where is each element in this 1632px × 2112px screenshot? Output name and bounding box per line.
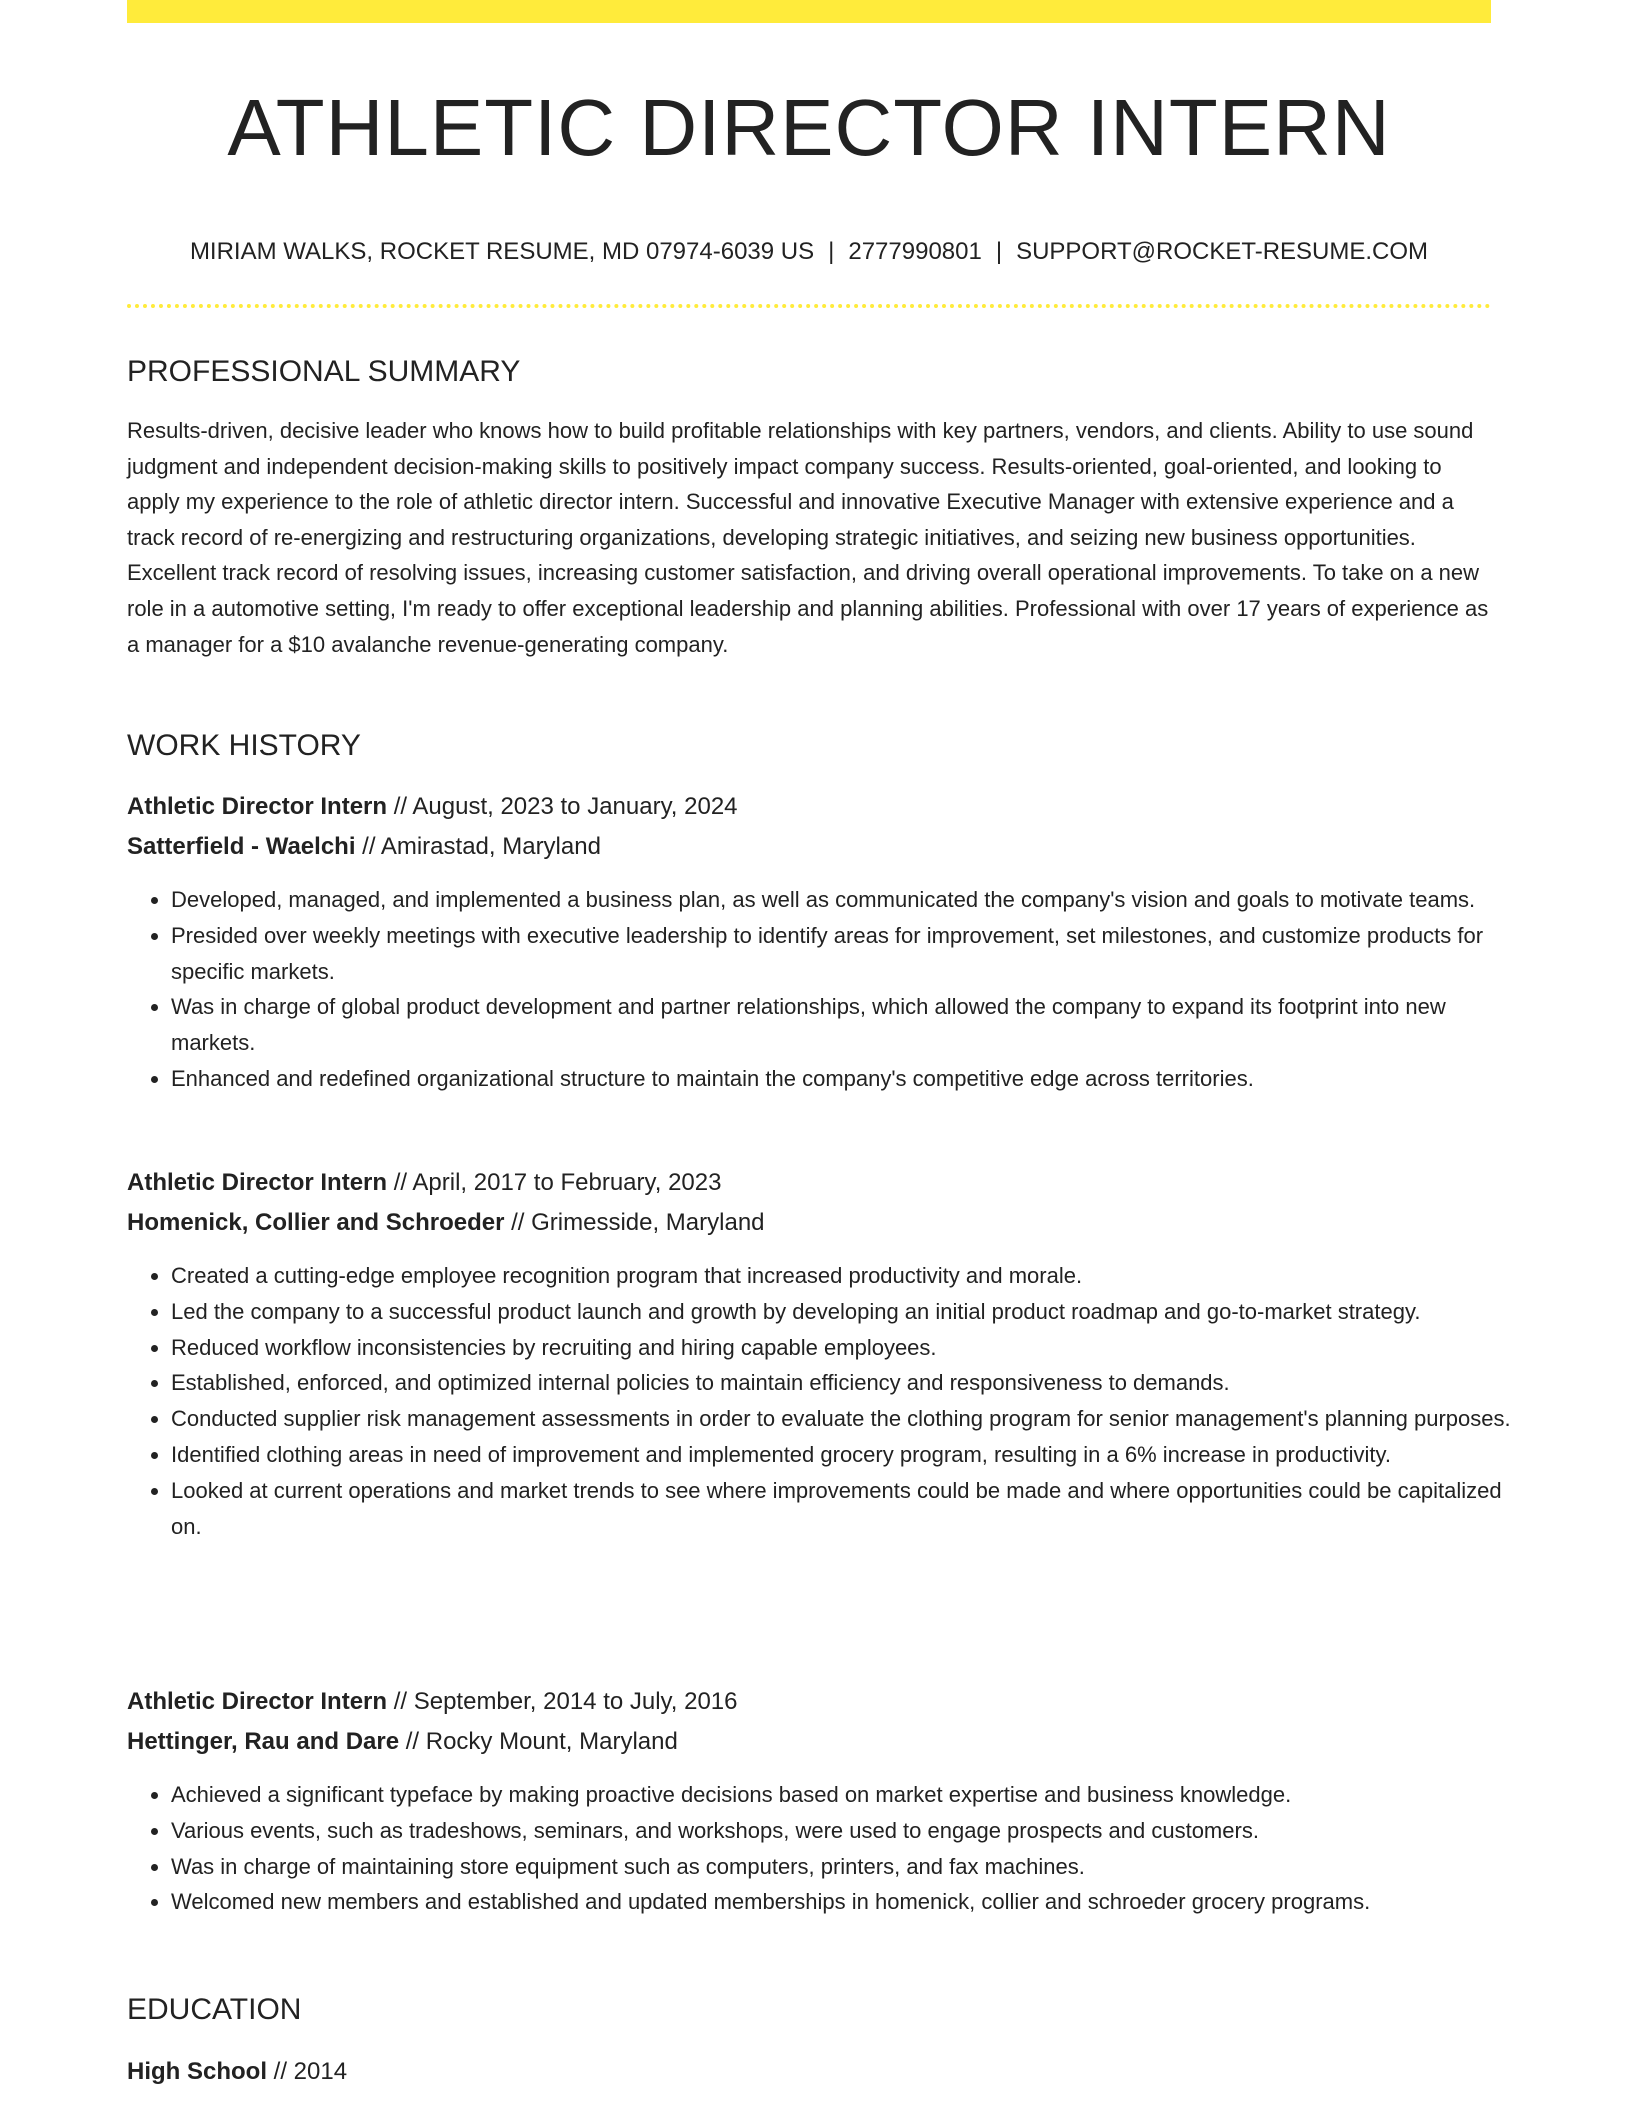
summary-heading: PROFESSIONAL SUMMARY [127, 355, 521, 388]
job-title: Athletic Director Intern [127, 1169, 388, 1196]
job-company-line [127, 1205, 765, 1241]
education-degree: High School [127, 2058, 267, 2085]
summary-text: Results-driven, decisive leader who knows how to build profitable relationships with key partners, vendors, and clients. Ability to use sound judgment and independent decision-making skills to positively impact company success. Results-oriented, goal-oriented, and looking to apply my experience to the role of athletic director intern. Successful and innovative Executive Manager with extensive experience and a track record of re-energizing and restructuring organizations, developing strategic initiatives, and seizing new business opportunities. Excellent track record of resolving issues, increasing customer satisfaction, and driving overall operational improvements. To take on a new role in a automotive setting, I'm ready to offer exceptional leadership and planning abilities. Professional with over 17 years of experience as a manager for a $10 avalanche revenue-generating company. [127, 418, 1489, 657]
job-dates: // September, 2014 to July, 2016 [393, 1688, 738, 1715]
job-dates: // August, 2023 to January, 2024 [393, 793, 738, 820]
job-title-line [127, 1165, 721, 1201]
job-title: Athletic Director Intern [127, 1688, 388, 1715]
job-title-line [127, 789, 738, 825]
list-item: • Reduced workflow inconsistencies by recruiting and hiring capable employees. [171, 1330, 1535, 1366]
list-item: • Was in charge of maintaining store equipment such as computers, printers, and fax machines. [171, 1849, 1535, 1885]
list-item: • Led the company to a successful product launch and growth by developing an initial product roadmap and go-to-market strategy. [171, 1294, 1535, 1330]
list-item: • Established, enforced, and optimized internal policies to maintain efficiency and responsiveness to demands. [171, 1365, 1535, 1401]
job-company: Homenick, Collier and Schroeder [127, 1209, 505, 1236]
list-item: • Enhanced and redefined organizational structure to maintain the company's competitive edge across territories. [171, 1061, 1535, 1097]
job-company-line [127, 829, 601, 865]
list-item: • Various events, such as tradeshows, seminars, and workshops, were used to engage prospects and customers. [171, 1813, 1535, 1849]
job-location: // Rocky Mount, Maryland [405, 1728, 678, 1755]
list-item: • Created a cutting-edge employee recognition program that increased productivity and morale. [171, 1258, 1535, 1294]
job-company-line [127, 1724, 678, 1760]
list-item: • Presided over weekly meetings with executive leadership to identify areas for improvement, set milestones, and customize products for specific markets. [171, 918, 1535, 990]
contact-address: MIRIAM WALKS, ROCKET RESUME, MD 07974-6039 US [189, 238, 815, 265]
list-item: • Was in charge of global product development and partner relationships, which allowed the company to expand its footprint into new markets. [171, 989, 1535, 1061]
list-item: • Looked at current operations and market trends to see where improvements could be made and where opportunities could be capitalized on. [171, 1473, 1535, 1545]
job-bullets [127, 1777, 1535, 1920]
job-title: Athletic Director Intern [127, 793, 388, 820]
list-item: • Achieved a significant typeface by making proactive decisions based on market expertise and business knowledge. [171, 1777, 1535, 1813]
contact-separator: | [828, 238, 835, 265]
job-title-line [127, 1684, 738, 1720]
education-heading: EDUCATION [127, 1993, 302, 2026]
job-company: Hettinger, Rau and Dare [127, 1728, 400, 1755]
job-bullets [127, 1258, 1535, 1544]
contact-phone: 2777990801 [848, 238, 982, 265]
dotted-divider [127, 304, 1491, 308]
education-item [127, 2054, 347, 2090]
contact-line [127, 236, 1491, 268]
job-company: Satterfield - Waelchi [127, 833, 356, 860]
accent-bar [127, 0, 1491, 23]
list-item: • Developed, managed, and implemented a business plan, as well as communicated the company's vision and goals to motivate teams. [171, 882, 1535, 918]
contact-separator: | [995, 238, 1003, 265]
contact-email: SUPPORT@ROCKET-RESUME.COM [1016, 238, 1429, 265]
list-item: • Conducted supplier risk management assessments in order to evaluate the clothing program for senior management's planning purposes. [171, 1401, 1535, 1437]
education-year: // 2014 [273, 2058, 348, 2085]
job-bullets [127, 882, 1535, 1097]
job-dates: // April, 2017 to February, 2023 [393, 1169, 722, 1196]
list-item: • Identified clothing areas in need of improvement and implemented grocery program, resulting in a 6% increase in productivity. [171, 1437, 1535, 1473]
job-location: // Grimesside, Maryland [511, 1209, 765, 1236]
work-history-heading: WORK HISTORY [127, 729, 361, 762]
job-location: // Amirastad, Maryland [362, 833, 601, 860]
resume-title: ATHLETIC DIRECTOR INTERN [227, 83, 1391, 172]
list-item: • Welcomed new members and established and updated memberships in homenick, collier and schroeder grocery programs. [171, 1884, 1535, 1920]
